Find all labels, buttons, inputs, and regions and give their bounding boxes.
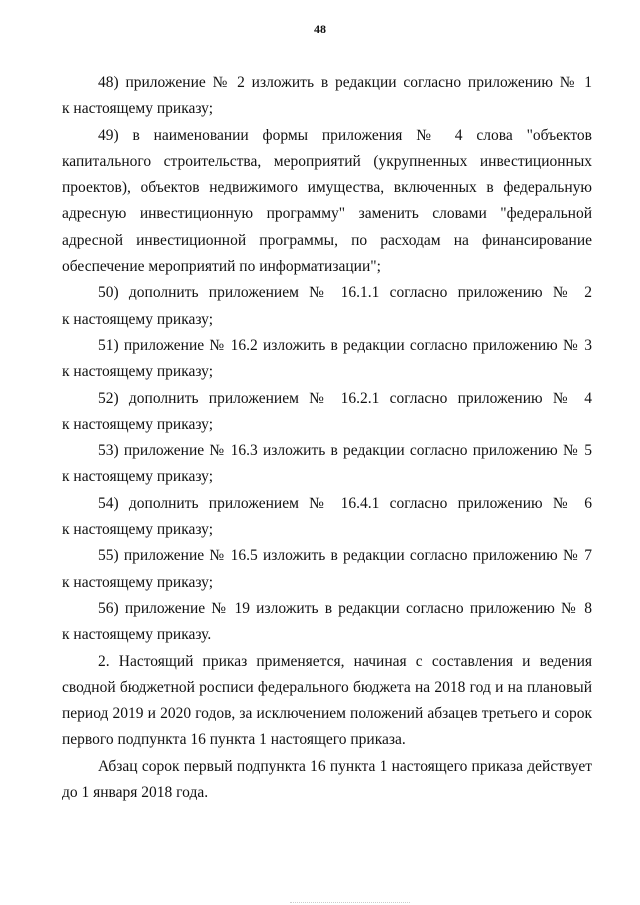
list-item-55 [62, 543, 592, 596]
list-item-48-first-line: 48) приложение № 2 изложить в редакции согласно приложению № 1 [98, 74, 592, 91]
closing-paragraph: Абзац сорок первый подпункта 16 пункта 1 настоящего приказа действует до 1 января 2018 года. [62, 757, 592, 802]
list-item-55-first-line: 55) приложение № 16.5 изложить в редакции согласно приложению № 7 [98, 547, 592, 565]
page-number: 48 [314, 22, 326, 36]
document-body [62, 70, 592, 806]
list-item-48-continuation: к настоящему приказу; [62, 100, 214, 118]
list-item-50 [62, 280, 592, 333]
list-item-54 [62, 491, 592, 544]
list-item-51-continuation: к настоящему приказу; [62, 363, 214, 381]
list-item-48 [62, 70, 592, 123]
page-bottom-divider [290, 902, 410, 903]
list-item-51 [62, 333, 592, 386]
list-item-52-first-line: 52) дополнить приложением № 16.2.1 согласно приложению № 4 [98, 389, 592, 407]
list-item-50-first-line: 50) дополнить приложением № 16.1.1 согласно приложению № 2 [98, 284, 592, 302]
list-item-50-continuation: к настоящему приказу; [62, 310, 214, 328]
list-item-56-continuation: к настоящему приказу. [62, 626, 212, 644]
list-item-53-continuation: к настоящему приказу; [62, 468, 214, 486]
list-item-54-continuation: к настоящему приказу; [62, 521, 214, 539]
list-item-52 [62, 386, 592, 439]
list-item-56 [62, 596, 592, 649]
list-item-51-first-line: 51) приложение № 16.2 изложить в редакции согласно приложению № 3 [98, 336, 592, 354]
list-item-49: 49) в наименовании формы приложения № 4 слова "объектов капитального строительства, мероприятий (укрупненных инвестиционных проектов), объектов недвижимого имущества, включенных в федеральную адресную инвестиционную программу" заменить словами "федеральной адресной инвестиционной программы, по расходам на финансирование обеспечение мероприятий по информатизации"; [62, 126, 592, 276]
list-item-52-continuation: к настоящему приказу; [62, 415, 214, 433]
list-item-53-first-line: 53) приложение № 16.3 изложить в редакции согласно приложению № 5 [98, 442, 592, 460]
point-2-paragraph: 2. Настоящий приказ применяется, начиная с составления и ведения сводной бюджетной росписи федерального бюджета на 2018 год и на плановый период 2019 и 2020 годов, за исключением положений абзацев третьего и сорок первого подпункта 16 пункта 1 настоящего приказа. [62, 652, 592, 749]
list-item-55-continuation: к настоящему приказу; [62, 573, 214, 591]
list-item-56-first-line: 56) приложение № 19 изложить в редакции согласно приложению № 8 [98, 599, 592, 617]
list-item-53 [62, 438, 592, 491]
list-item-54-first-line: 54) дополнить приложением № 16.4.1 согласно приложению № 6 [98, 494, 592, 512]
